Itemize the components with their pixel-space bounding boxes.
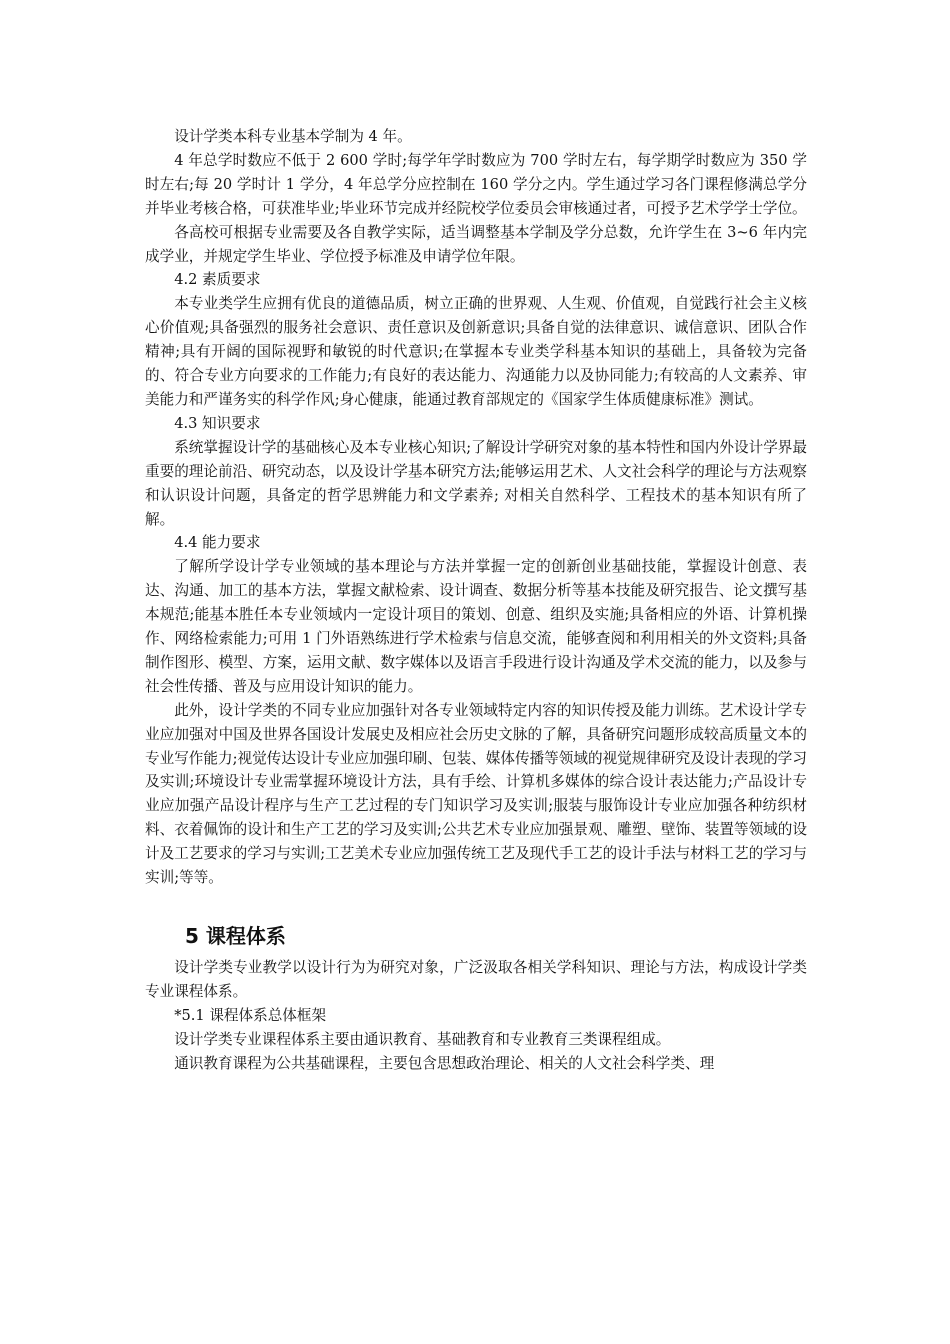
- paragraph-flexible-schedule: 各高校可根据专业需要及各自教学实际，适当调整基本学制及学分总数，允许学生在 3~6 年内完成学业，并规定学生毕业、学位授予标准及申请学位年限。: [145, 223, 807, 265]
- paragraph-quality-requirements: 本专业类学生应拥有优良的道德品质，树立正确的世界观、人生观、价值观，自觉践行社会主义核心价值观;具备强烈的服务社会意识、责任意识及创新意识;具备自觉的法律意识、诚信意识、团队合作精神;具有开阔的国际视野和敏锐的时代意识;在掌握本专业类学科基本知识的基础上，具备较为完备的、符合专业方向要求的工作能力;有良好的表达能力、沟通能力以及协同能力;有较高的人文素养、审美能力和严谨务实的科学作风;身心健康，能通过教育部规定的《国家学生体质健康标准》测试。: [145, 295, 807, 408]
- section-heading-4-2: 4.2 素质要求: [174, 271, 261, 289]
- section-heading-5-1: *5.1 课程体系总体框架: [174, 1006, 327, 1024]
- paragraph-ability-requirements: 了解所学设计学专业领域的基本理论与方法并掌握一定的创新创业基础技能，掌握设计创意、表达、沟通、加工的基本方法，掌握文献检索、设计调查、数据分析等基本技能及研究报告、论文撰写基本规范;能基本胜任本专业领域内一定设计项目的策划、创意、组织及实施;具备相应的外语、计算机操作、网络检索能力;可用 1 门外语熟练进行学术检索与信息交流，能够查阅和利用相关的外文资料;具备制作图形、模型、方案，运用文献、数字媒体以及语言手段进行设计沟通及学术交流的能力，以及参与社会性传播、普及与应用设计知识的能力。: [145, 558, 807, 695]
- paragraph-knowledge-requirements: 系统掌握设计学的基础核心及本专业核心知识;了解设计学研究对象的基本特性和国内外设计学界最重要的理论前沿、研究动态，以及设计学基本研究方法;能够运用艺术、人文社会科学的理论与方法观察和认识设计问题，具备定的哲学思辨能力和文学素养; 对相关自然科学、工程技术的基本知识有所了解。: [145, 438, 807, 528]
- paragraph-curriculum-composition: 设计学类专业课程体系主要由通识教育、基础教育和专业教育三类课程组成。: [174, 1030, 671, 1048]
- document-page: [145, 125, 807, 1076]
- paragraph-credit-hours: 4 年总学时数应不低于 2 600 学时;每学年学时数应为 700 学时左右，每学期学时数应为 350 学时左右;每 20 学时计 1 学分，4 年总学分应控制在 160 学分之内。学生通过学习各门课程修满总学分并毕业考核合格，可获准毕业;毕业环节完成并经院校学位委员会审核通过者，可授予艺术学学士学位。: [145, 151, 807, 217]
- paragraph-curriculum-intro: 设计学类专业教学以设计行为为研究对象，广泛汲取各相关学科知识、理论与方法，构成设计学类专业课程体系。: [145, 959, 807, 1000]
- section-heading-4-4: 4.4 能力要求: [174, 534, 261, 552]
- section-heading-4-3: 4.3 知识要求: [174, 414, 261, 432]
- paragraph-specialty-training: 此外，设计学类的不同专业应加强针对各专业领域特定内容的知识传授及能力训练。艺术设计学专业应加强对中国及世界各国设计发展史及相应社会历史文脉的了解，具备研究问题形成较高质量文本的专业写作能力;视觉传达设计专业应加强印刷、包装、媒体传播等领域的视觉规律研究及设计表现的学习及实训;环境设计专业需掌握环境设计方法，具有手绘、计算机多媒体的综合设计表达能力;产品设计专业应加强产品设计程序与生产工艺过程的专门知识学习及实训;服装与服饰设计专业应加强各种纺织材料、衣着佩饰的设计和生产工艺的学习及实训;公共艺术专业应加强景观、雕塑、壁饰、装置等领域的设计及工艺要求的学习与实训;工艺美术专业应加强传统工艺及现代手工艺的设计手法与材料工艺的学习与实训;等等。: [145, 701, 807, 887]
- paragraph-general-education: 通识教育课程为公共基础课程，主要包含思想政治理论、相关的人文社会科学类、理: [174, 1054, 715, 1072]
- paragraph-duration: 设计学类本科专业基本学制为 4 年。: [174, 128, 412, 145]
- chapter-title-5: 5 课程体系: [185, 924, 286, 948]
